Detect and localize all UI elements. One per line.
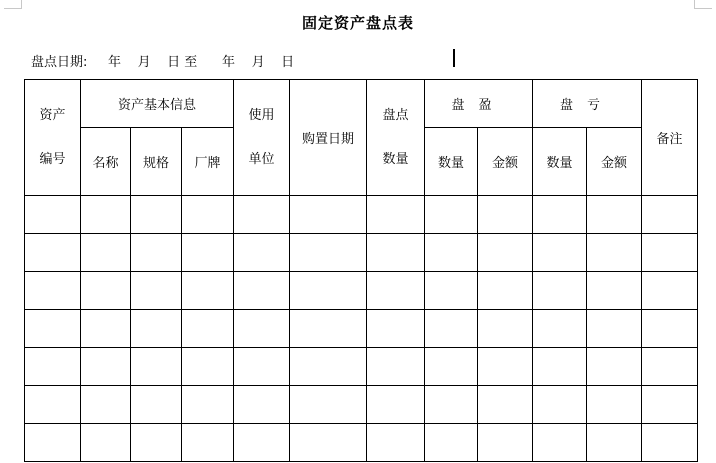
surplus-qty-header: 数量: [425, 128, 478, 196]
purchase-date-cell[interactable]: [290, 234, 367, 272]
loss-qty-cell[interactable]: [533, 348, 587, 386]
surplus-amount-cell[interactable]: [478, 348, 533, 386]
surplus-qty-cell[interactable]: [425, 424, 478, 462]
using-dept-header: [234, 80, 290, 196]
using-dept-cell[interactable]: [234, 348, 290, 386]
using-dept-cell[interactable]: [234, 424, 290, 462]
counted-qty-cell[interactable]: [367, 310, 425, 348]
name-cell[interactable]: [81, 424, 131, 462]
spec-cell[interactable]: [131, 196, 182, 234]
counted-qty-cell[interactable]: [367, 272, 425, 310]
brand-cell[interactable]: [182, 348, 234, 386]
count-date-line[interactable]: [31, 51, 294, 70]
using-dept-header-line2: 单位: [248, 151, 275, 167]
loss-qty-cell[interactable]: [533, 272, 587, 310]
surplus-amount-cell[interactable]: [478, 386, 533, 424]
name-cell[interactable]: [81, 272, 131, 310]
brand-cell[interactable]: [182, 234, 234, 272]
page-title: 固定资产盘点表: [301, 14, 414, 32]
using-dept-cell[interactable]: [234, 386, 290, 424]
loss-amount-cell[interactable]: [587, 386, 642, 424]
brand-cell[interactable]: [182, 272, 234, 310]
surplus-qty-cell[interactable]: [425, 234, 478, 272]
spec-cell[interactable]: [131, 272, 182, 310]
surplus-qty-cell[interactable]: [425, 348, 478, 386]
asset-number-header-line1: 资产: [39, 107, 66, 123]
using-dept-cell[interactable]: [234, 310, 290, 348]
surplus-amount-cell[interactable]: [478, 310, 533, 348]
loss-amount-cell[interactable]: [587, 310, 642, 348]
remarks-cell[interactable]: [642, 234, 698, 272]
counted-qty-cell[interactable]: [367, 348, 425, 386]
counted-qty-cell[interactable]: [367, 234, 425, 272]
header-row-top: [25, 80, 698, 128]
asset-number-header: [25, 80, 81, 196]
asset-number-header-line2: 编号: [39, 151, 66, 167]
counted-qty-cell[interactable]: [367, 424, 425, 462]
asset-number-cell[interactable]: [25, 386, 81, 424]
loss-qty-cell[interactable]: [533, 196, 587, 234]
table-row: [25, 272, 698, 310]
counted-qty-header-line2: 数量: [382, 151, 409, 167]
loss-amount-cell[interactable]: [587, 196, 642, 234]
using-dept-cell[interactable]: [234, 272, 290, 310]
loss-qty-cell[interactable]: [533, 424, 587, 462]
name-header: 名称: [81, 128, 131, 196]
name-cell[interactable]: [81, 310, 131, 348]
counted-qty-header: [367, 80, 425, 196]
surplus-qty-cell[interactable]: [425, 310, 478, 348]
corner-mark-left: [4, 0, 22, 9]
asset-number-cell[interactable]: [25, 196, 81, 234]
name-cell[interactable]: [81, 196, 131, 234]
asset-number-cell[interactable]: [25, 272, 81, 310]
remarks-cell[interactable]: [642, 310, 698, 348]
name-cell[interactable]: [81, 348, 131, 386]
asset-number-cell[interactable]: [25, 424, 81, 462]
remarks-header: 备注: [642, 80, 698, 196]
surplus-qty-cell[interactable]: [425, 386, 478, 424]
counted-qty-cell[interactable]: [367, 386, 425, 424]
inventory-table: [24, 79, 698, 462]
spec-header: 规格: [131, 128, 182, 196]
counted-qty-header-line1: 盘点: [382, 107, 409, 123]
name-cell[interactable]: [81, 386, 131, 424]
purchase-date-cell[interactable]: [290, 310, 367, 348]
loss-amount-cell[interactable]: [587, 424, 642, 462]
loss-qty-cell[interactable]: [533, 234, 587, 272]
table-row: [25, 234, 698, 272]
surplus-amount-cell[interactable]: [478, 272, 533, 310]
remarks-cell[interactable]: [642, 196, 698, 234]
remarks-cell[interactable]: [642, 386, 698, 424]
asset-number-cell[interactable]: [25, 310, 81, 348]
count-date-label: 盘点日期:: [31, 55, 88, 70]
remarks-cell[interactable]: [642, 348, 698, 386]
using-dept-header-line1: 使用: [248, 107, 275, 123]
loss-amount-cell[interactable]: [587, 234, 642, 272]
purchase-date-cell[interactable]: [290, 386, 367, 424]
using-dept-cell[interactable]: [234, 234, 290, 272]
table-row: [25, 386, 698, 424]
text-cursor: [453, 49, 455, 67]
brand-cell[interactable]: [182, 424, 234, 462]
surplus-qty-cell[interactable]: [425, 272, 478, 310]
spec-cell[interactable]: [131, 386, 182, 424]
table-row: [25, 196, 698, 234]
brand-cell[interactable]: [182, 196, 234, 234]
surplus-amount-cell[interactable]: [478, 234, 533, 272]
surplus-qty-cell[interactable]: [425, 196, 478, 234]
brand-header: 厂牌: [182, 128, 234, 196]
using-dept-cell[interactable]: [234, 196, 290, 234]
brand-cell[interactable]: [182, 310, 234, 348]
basic-info-header: 资产基本信息: [81, 80, 234, 128]
spec-cell[interactable]: [131, 310, 182, 348]
loss-amount-cell[interactable]: [587, 348, 642, 386]
remarks-cell[interactable]: [642, 272, 698, 310]
table-row: [25, 310, 698, 348]
purchase-date-header: 购置日期: [290, 80, 367, 196]
loss-amount-cell[interactable]: [587, 272, 642, 310]
spec-cell[interactable]: [131, 348, 182, 386]
loss-qty-cell[interactable]: [533, 386, 587, 424]
surplus-amount-cell[interactable]: [478, 424, 533, 462]
purchase-date-cell[interactable]: [290, 348, 367, 386]
surplus-amount-header: 金额: [478, 128, 533, 196]
counted-qty-cell[interactable]: [367, 196, 425, 234]
table-row: [25, 424, 698, 462]
remarks-cell[interactable]: [642, 424, 698, 462]
count-date-range[interactable]: 年 月 日 至 年 月 日: [87, 55, 295, 70]
asset-number-cell[interactable]: [25, 234, 81, 272]
asset-number-cell[interactable]: [25, 348, 81, 386]
loss-amount-header: 金额: [587, 128, 642, 196]
surplus-amount-cell[interactable]: [478, 196, 533, 234]
purchase-date-cell[interactable]: [290, 272, 367, 310]
loss-qty-cell[interactable]: [533, 310, 587, 348]
surplus-header: 盘盈: [425, 80, 533, 128]
table-row: [25, 348, 698, 386]
spec-cell[interactable]: [131, 234, 182, 272]
name-cell[interactable]: [81, 234, 131, 272]
loss-qty-header: 数量: [533, 128, 587, 196]
spec-cell[interactable]: [131, 424, 182, 462]
loss-header: 盘亏: [533, 80, 642, 128]
purchase-date-cell[interactable]: [290, 424, 367, 462]
purchase-date-cell[interactable]: [290, 196, 367, 234]
corner-mark-right: [694, 0, 712, 9]
brand-cell[interactable]: [182, 386, 234, 424]
